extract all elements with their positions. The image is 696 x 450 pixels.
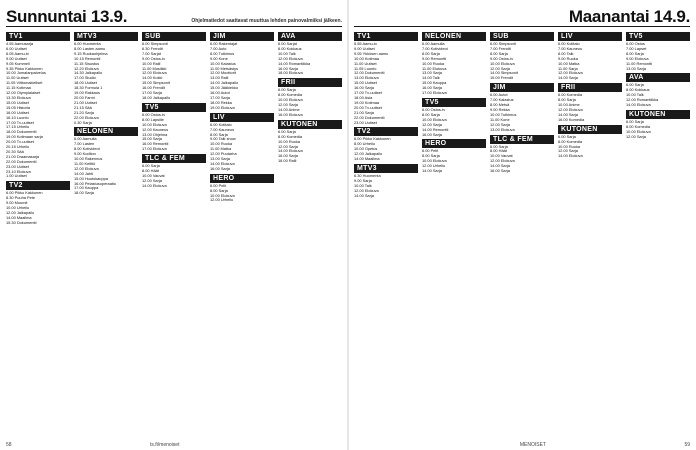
program-listing: 21.00 Sarja bbox=[354, 110, 374, 115]
program-listing: 13.00 Sarja bbox=[210, 157, 230, 162]
program-listing: 23.00 Uutiset bbox=[6, 164, 29, 169]
program-listing: 12.00 Dokumentti bbox=[354, 71, 385, 76]
program-listing: 10.00 Elokuva bbox=[278, 98, 303, 103]
program-listing: 6.30 Frendit bbox=[142, 46, 163, 51]
program-listing: 16.00 Pelastusoperaatio bbox=[74, 181, 116, 186]
program-listing: 17.00 Kauppa bbox=[74, 186, 99, 191]
program-listing: 10.00 Ruoka bbox=[210, 142, 233, 147]
program-listing: 11.00 Sarja bbox=[558, 66, 578, 71]
program-listing: 14.00 Elokuva bbox=[210, 161, 235, 166]
listing-column bbox=[626, 30, 690, 440]
program-listing: 14.00 Anime bbox=[278, 107, 300, 112]
program-listing: 11.00 Uutiset bbox=[6, 76, 29, 81]
program-listing: 8.00 Komedia bbox=[558, 139, 583, 144]
program-listing: 8.00 Lasten aamu bbox=[74, 46, 106, 51]
program-listing: 10.00 Elokuva bbox=[422, 117, 447, 122]
program-listing: 10.00 Vauvat bbox=[490, 154, 513, 159]
program-listing: 16.00 Sarja bbox=[210, 166, 230, 171]
program-listing: 16.00 Sarja bbox=[278, 66, 298, 71]
program-listing: 7.00 Sarjat bbox=[142, 51, 161, 56]
program-listing: 12.00 Urheilu bbox=[210, 198, 234, 203]
program-listing: 10.00 Elokuva bbox=[422, 159, 447, 164]
program-listing: 12.00 Sarja bbox=[422, 122, 442, 127]
program-listing: 20.30 Sää bbox=[6, 149, 24, 154]
program-listing: 16.00 Uutiset bbox=[6, 110, 29, 115]
program-listing: 14.00 Elokuva bbox=[278, 149, 303, 154]
program-listing: 7.00 Lapset bbox=[626, 46, 647, 51]
program-listing: 23.10 Elokuva bbox=[6, 169, 31, 174]
program-listing: 6.00 Simpsonit bbox=[490, 42, 516, 46]
program-listing: 20.15 Urheilu bbox=[6, 145, 30, 150]
program-listing: 11.15 Sisustus bbox=[74, 61, 100, 66]
program-listing: 10.00 Talk bbox=[278, 51, 296, 56]
program-listing: 8.00 Häät bbox=[142, 169, 159, 174]
right-page-footer: MENOISET bbox=[519, 442, 546, 448]
program-listing: 8.00 Tutkimus bbox=[210, 51, 235, 56]
program-listing: 16.00 Frendit bbox=[142, 86, 165, 91]
program-listing: 10.00 Urheilu bbox=[6, 206, 30, 211]
program-listing: 6.00 Simpsonit bbox=[142, 42, 168, 46]
program-listing: 6.00 Aamulla bbox=[422, 42, 445, 46]
program-listing: 9.00 Ruoka bbox=[558, 56, 578, 61]
channel-header: TV1 bbox=[6, 32, 70, 41]
channel-header: JIM bbox=[490, 83, 554, 92]
program-listing: 5.55 Aamu-tv bbox=[354, 42, 377, 46]
program-listing: 18.00 Asia bbox=[354, 95, 373, 100]
program-listing: 10.00 Opetus bbox=[354, 147, 378, 152]
program-listing: 12.00 Urheilu bbox=[422, 164, 446, 169]
program-listing: 8.00 Talk bbox=[558, 51, 574, 56]
channel-header: HERO bbox=[422, 139, 486, 148]
program-listing: 8.00 Sarja bbox=[422, 112, 440, 117]
channel-header: FRII bbox=[278, 78, 342, 87]
program-listing: 6.00 Ostos-tv bbox=[422, 107, 446, 112]
program-listing: 10.00 Matka bbox=[558, 61, 580, 66]
program-listing: 12.00 Sarja bbox=[558, 149, 578, 154]
listing-column bbox=[210, 30, 274, 440]
listing-column bbox=[558, 30, 622, 440]
program-listing: 17.15 Urheilu bbox=[6, 125, 30, 130]
program-listing: 12.00 Moottorit bbox=[210, 71, 236, 76]
channel-header: SUB bbox=[490, 32, 554, 41]
program-listing: 11.00 Keittiö bbox=[74, 161, 96, 166]
program-listing: 11.00 Elokuva bbox=[422, 66, 447, 71]
program-listing: 22.00 Dokumentti bbox=[354, 115, 385, 120]
program-listing: 16.00 Elokuva bbox=[278, 112, 303, 117]
program-listing: 7.00 Lasten bbox=[74, 142, 95, 147]
program-listing: 6.00 Kotitalo bbox=[558, 42, 580, 46]
program-listing: 16.00 Autot bbox=[210, 91, 230, 96]
left-page-subtitle: Ohjelmatiedot saattavat muuttua lehden painovalmiiksi jälkeen. bbox=[191, 18, 342, 24]
program-listing: 9.00 Talk show bbox=[210, 137, 236, 142]
program-listing: 19.00 Elokuva bbox=[210, 105, 235, 110]
program-listing: 11.15 Kotimaa bbox=[6, 86, 31, 91]
program-listing: 14.00 Elokuva bbox=[142, 183, 167, 188]
program-listing: 6.00 Pelit bbox=[422, 149, 439, 154]
program-listing: 6.00 Sarjat bbox=[278, 42, 297, 46]
channel-header: LIV bbox=[210, 113, 274, 122]
program-listing: 8.00 Komedia bbox=[626, 124, 651, 129]
program-listing: 9.00 Uutiset bbox=[354, 46, 375, 51]
program-listing: 8.00 Sarja bbox=[490, 51, 508, 56]
channel-header: MTV3 bbox=[354, 164, 418, 173]
program-listing: 11.00 Matka bbox=[210, 147, 232, 152]
program-listing: 12.00 Elokuva bbox=[278, 56, 303, 61]
program-listing: 6.00 Sarja bbox=[278, 129, 296, 134]
channel-header: NELONEN bbox=[74, 127, 138, 136]
program-listing: 12.00 Elokuva bbox=[74, 166, 99, 171]
program-listing: 14.00 Simpsonit bbox=[490, 71, 518, 76]
program-listing: 9.05 Ykkösen aamu bbox=[354, 51, 389, 56]
left-page-footer: ts.fi/menoiset bbox=[150, 442, 180, 448]
program-listing: 6.00 Ostos-tv bbox=[142, 112, 166, 117]
program-listing: 8.00 Kokkaus bbox=[626, 88, 650, 93]
program-listing: 11.00 Uutiset bbox=[354, 61, 377, 66]
program-listing: 11.05 Viittomakieliset bbox=[6, 81, 43, 86]
channel-header: KUTONEN bbox=[278, 120, 342, 129]
listing-column bbox=[142, 30, 206, 440]
program-listing: 18.00 Jalkapallo bbox=[142, 95, 171, 100]
program-listing: 12.00 Sarja bbox=[626, 134, 646, 139]
program-listing: 6.00 Ostos bbox=[626, 42, 645, 46]
program-listing: 12.00 Sarja bbox=[490, 66, 510, 71]
program-listing: 10.00 Ruoka bbox=[558, 144, 581, 149]
program-listing: 9.00 Muumit bbox=[6, 201, 28, 206]
program-listing: 6.00 Pikku Kakkonen bbox=[354, 137, 391, 142]
program-listing: 14.00 Romantiikka bbox=[278, 61, 311, 66]
program-listing: 8.00 Sarja bbox=[626, 51, 644, 56]
program-listing: 12.00 Sarja bbox=[142, 178, 162, 183]
program-listing: 22.00 Dokumentti bbox=[6, 159, 37, 164]
program-listing: 16.00 Sarja bbox=[490, 169, 510, 174]
program-listing: 12.00 Elokuva bbox=[558, 107, 583, 112]
program-listing: 9.00 Uutiset bbox=[6, 56, 27, 61]
program-listing: 10.00 Elokuva bbox=[626, 129, 651, 134]
right-page bbox=[348, 0, 696, 450]
program-listing: 12.00 Jalkapallo bbox=[354, 152, 383, 157]
channel-header: TV2 bbox=[354, 127, 418, 136]
program-listing: 20.00 Tv-uutiset bbox=[6, 140, 34, 145]
program-listing: 14.00 Elokuva bbox=[558, 154, 583, 159]
program-listing: 15.00 Frendit bbox=[490, 76, 513, 81]
program-listing: 6.00 Sarja bbox=[490, 144, 508, 149]
program-listing: 14.30 Jalkapallo bbox=[74, 71, 103, 76]
program-listing: 13.00 Ohjelma bbox=[142, 132, 168, 137]
program-listing: 10.00 Elokuva bbox=[490, 61, 515, 66]
listing-column bbox=[490, 30, 554, 440]
program-listing: 10.15 Remontti bbox=[74, 56, 101, 61]
program-listing: 21.15 Sää bbox=[74, 105, 92, 110]
program-listing: 15.00 Uutiset bbox=[354, 81, 377, 86]
channel-header: HERO bbox=[210, 174, 274, 183]
left-page-columns bbox=[6, 30, 342, 440]
program-listing: 18.00 Elokuva bbox=[278, 71, 303, 76]
program-listing: 16.00 Sarja bbox=[354, 86, 374, 91]
listing-column bbox=[6, 30, 70, 440]
program-listing: 10.00 Vauvat bbox=[142, 173, 165, 178]
channel-header: MTV3 bbox=[74, 32, 138, 41]
program-listing: 16.00 Sarja bbox=[278, 154, 298, 159]
program-listing: 12.00 Jalkapallo bbox=[6, 211, 35, 215]
left-page-title: Sunnuntai 13.9. bbox=[6, 7, 128, 26]
program-listing: 17.00 Sarja bbox=[142, 91, 162, 96]
program-listing: 11.00 Remontti bbox=[626, 61, 653, 66]
program-listing: 14.00 Sarja bbox=[558, 76, 578, 81]
program-listing: 10.00 Jumalanpalvelus bbox=[6, 71, 46, 76]
program-listing: 8.30 Puuha Pete bbox=[6, 196, 35, 201]
channel-header: KUTONEN bbox=[558, 125, 622, 134]
program-listing: 9.00 Kone bbox=[210, 56, 228, 61]
program-listing: 18.00 Ralli bbox=[278, 159, 297, 164]
program-listing: 13.00 Sarja bbox=[626, 66, 646, 71]
program-listing: 7.00 Kauneus bbox=[210, 127, 235, 132]
program-listing: 10.00 Anime bbox=[558, 103, 580, 108]
program-listing: 6.00 Sarja bbox=[142, 164, 160, 169]
program-listing: 13.00 Sarja bbox=[422, 71, 442, 76]
program-listing: 13.00 Elokuva bbox=[490, 127, 515, 132]
left-page-header bbox=[6, 4, 342, 27]
program-listing: 16.10 Luonto bbox=[6, 115, 29, 120]
program-listing: 6.00 Sarja bbox=[626, 119, 644, 124]
program-listing: 15.05 Historia bbox=[6, 105, 31, 110]
channel-header: TLC & FEM bbox=[142, 154, 206, 163]
program-listing: 9.00 Sarja bbox=[354, 178, 372, 183]
program-listing: 20.00 Tv-uutiset bbox=[354, 105, 382, 110]
program-listing: 19.00 Rakkaus bbox=[74, 91, 100, 96]
program-listing: 9.00 Ostos-tv bbox=[490, 56, 514, 61]
program-listing: 21.00 Uutiset bbox=[74, 100, 97, 105]
channel-header: TV5 bbox=[626, 32, 690, 41]
program-listing: 23.00 Uutiset bbox=[354, 120, 377, 125]
program-listing: 6.00 Pikku Kakkonen bbox=[6, 191, 43, 196]
listing-column bbox=[74, 30, 138, 440]
program-listing: 8.00 Kotivideot bbox=[74, 147, 100, 152]
program-listing: 14.00 Maailma bbox=[354, 157, 380, 162]
program-listing: 6.00 Pelit bbox=[210, 183, 227, 188]
program-listing: 12.00 Sarja bbox=[278, 144, 298, 149]
program-listing: 18.00 Uutiset bbox=[74, 81, 97, 86]
program-listing: 7.00 Kauneus bbox=[558, 46, 583, 51]
program-listing: 12.00 Olympialaiset bbox=[6, 91, 41, 96]
program-listing: 15.00 Jääkiekko bbox=[210, 86, 239, 91]
program-listing: 16.00 Remontti bbox=[142, 142, 169, 147]
program-listing: 14.00 Maailma bbox=[6, 215, 32, 220]
channel-header: AVA bbox=[626, 73, 690, 82]
program-listing: 12.00 Elokuva bbox=[558, 71, 583, 76]
program-listing: 20.00 Farmi bbox=[74, 95, 95, 100]
program-listing: 15.30 Dokumentti bbox=[6, 220, 37, 225]
program-listing: 14.00 Elokuva bbox=[626, 103, 651, 108]
program-listing: 9.00 Koditon bbox=[74, 152, 96, 157]
program-listing: 10.00 Rakennus bbox=[74, 157, 103, 162]
program-listing: 9.00 Ostos-tv bbox=[142, 56, 166, 61]
program-listing: 21.00 Draamasarja bbox=[6, 154, 40, 159]
program-listing: 7.00 Auto bbox=[210, 46, 227, 51]
program-listing: 17.00 Tv-uutiset bbox=[354, 91, 382, 96]
program-listing: 8.00 Sarja bbox=[210, 132, 228, 137]
program-listing: 15.00 Huutokauppa bbox=[74, 176, 108, 181]
program-listing: 7.00 Kotivideot bbox=[422, 46, 448, 51]
program-listing: 14.00 Sarja bbox=[558, 112, 578, 117]
program-listing: 7.00 Kalastus bbox=[490, 98, 514, 103]
channel-header: TV2 bbox=[6, 181, 70, 190]
program-listing: 9.35 Pikku Kakkonen bbox=[6, 66, 43, 71]
right-page-title: Maanantai 14.9. bbox=[568, 7, 690, 26]
program-listing: 9.00 Elokuva bbox=[626, 56, 649, 61]
program-listing: 17.00 Tv-uutiset bbox=[6, 120, 34, 125]
channel-header: JIM bbox=[210, 32, 274, 41]
program-listing: 10.00 Ruoka bbox=[278, 139, 301, 144]
program-listing: 12.00 Kauneus bbox=[142, 127, 169, 132]
channel-header: TV5 bbox=[142, 103, 206, 112]
program-listing: 8.00 Sarja bbox=[210, 188, 228, 193]
program-listing: 6.00 Komedia bbox=[558, 93, 583, 98]
program-listing: 15.00 Kauppa bbox=[422, 81, 447, 86]
program-listing: 8.00 Sarja bbox=[422, 51, 440, 56]
program-listing: 17.00 Elokuva bbox=[142, 147, 167, 152]
channel-header: AVA bbox=[278, 32, 342, 41]
program-listing: 6.05 Aamu-tv bbox=[6, 51, 29, 56]
program-listing: 13.30 Elokuva bbox=[6, 95, 31, 100]
program-listing: 19.00 Kotimaan sarja bbox=[6, 135, 43, 140]
program-listing: 0.30 Sarja bbox=[74, 120, 92, 125]
program-listing: 6.00 Rakentajat bbox=[210, 42, 238, 46]
program-listing: 6.00 Huomenta bbox=[74, 42, 101, 46]
program-listing: 15.00 Uutiset bbox=[6, 100, 29, 105]
program-listing: 8.00 Sarja bbox=[422, 154, 440, 159]
program-listing: 13.00 Ralli bbox=[210, 76, 229, 81]
program-listing: 16.00 Sarja bbox=[422, 132, 442, 137]
listing-column bbox=[422, 30, 486, 440]
program-listing: 8.00 Urheilu bbox=[354, 142, 375, 147]
program-listing: 8.00 Komedia bbox=[278, 134, 303, 139]
program-listing: 6.00 Kotitalo bbox=[210, 122, 232, 127]
listing-column bbox=[278, 30, 342, 440]
program-listing: 16.00 Sarja bbox=[422, 86, 442, 91]
program-listing: 8.00 Sarja bbox=[558, 98, 576, 103]
channel-header: FRII bbox=[558, 83, 622, 92]
program-listing: 8.00 Kokkaus bbox=[278, 46, 302, 51]
program-listing: 12.00 Romantiikka bbox=[626, 98, 659, 103]
program-listing: 8.00 Komedia bbox=[278, 93, 303, 98]
program-listing: 10.00 Tutkimus bbox=[490, 112, 517, 117]
program-listing: 14.00 Kokki bbox=[142, 76, 163, 81]
program-listing: 14.00 Jalkapallo bbox=[210, 81, 239, 86]
program-listing: 10.00 Elokuva bbox=[142, 122, 167, 127]
program-listing: 11.00 Musiikki bbox=[142, 66, 167, 71]
program-listing: 17.00 Studio bbox=[74, 76, 96, 81]
channel-header: TV1 bbox=[354, 32, 418, 41]
program-listing: 10.00 Ruoka bbox=[422, 61, 445, 66]
program-listing: 6.00 Aamulla bbox=[74, 137, 97, 142]
program-listing: 18.00 Rekka bbox=[210, 100, 232, 105]
program-listing: 11.00 Kone bbox=[490, 117, 510, 122]
program-listing: 15.00 Simpsonit bbox=[142, 81, 170, 86]
program-listing: 16.00 Komedia bbox=[558, 117, 585, 122]
channel-header: LIV bbox=[558, 32, 622, 41]
program-listing: 19.00 Kotimaa bbox=[354, 100, 380, 105]
program-listing: 7.00 Frendit bbox=[490, 46, 511, 51]
program-listing: 14.00 Sarja bbox=[422, 169, 442, 174]
listing-column bbox=[354, 30, 418, 440]
program-listing: 21.20 Sarja bbox=[74, 110, 94, 115]
program-listing: 15.00 Sarja bbox=[142, 137, 162, 142]
program-listing: 10.00 Elokuva bbox=[210, 193, 235, 198]
program-listing: 6.00 Uutiset bbox=[6, 46, 27, 51]
program-listing: 9.15 Ruokaohjelma bbox=[74, 51, 108, 56]
channel-header: KUTONEN bbox=[626, 110, 690, 119]
channel-header: TV5 bbox=[422, 98, 486, 107]
program-listing: 8.00 Häät bbox=[490, 149, 507, 154]
program-listing: 10.00 Kalastus bbox=[210, 61, 236, 66]
program-listing: 10.00 Talk bbox=[354, 183, 372, 188]
program-listing: 12.00 Elokuva bbox=[354, 188, 379, 193]
program-listing: 11.00 Metsästys bbox=[210, 66, 239, 71]
program-listing: 9.00 Rekka bbox=[490, 107, 510, 112]
program-listing: 9.00 Remontti bbox=[422, 56, 447, 61]
program-listing: 9.05 Kummeli bbox=[6, 61, 30, 66]
program-listing: 6.00 Sarja bbox=[626, 83, 644, 88]
program-listing: 6.30 Huomenta bbox=[354, 173, 381, 178]
program-listing: 14.00 Talk bbox=[422, 76, 440, 81]
program-listing: 8.00 Metsä bbox=[490, 103, 510, 108]
program-listing: 18.30 Formula 1 bbox=[74, 86, 103, 91]
program-listing: 10.00 Kotimaa bbox=[354, 56, 380, 61]
program-listing: 12.00 Elokuva bbox=[142, 71, 167, 76]
channel-header: SUB bbox=[142, 32, 206, 41]
program-listing: 18.00 Sarja bbox=[74, 191, 94, 196]
program-listing: 12.20 Elokuva bbox=[74, 66, 99, 71]
program-listing: 22.00 Elokuva bbox=[74, 115, 99, 120]
program-listing: 12.00 Sarja bbox=[278, 103, 298, 108]
program-listing: 12.00 Puutarha bbox=[210, 152, 237, 157]
program-listing: 11.05 Luonto bbox=[354, 66, 377, 71]
program-listing: 6.00 Sarja bbox=[558, 134, 576, 139]
program-listing: 10.00 Ralli bbox=[142, 61, 161, 66]
program-listing: 14.00 Jahti bbox=[74, 171, 94, 176]
right-page-header bbox=[354, 4, 690, 27]
channel-header: NELONEN bbox=[422, 32, 486, 41]
program-listing: 12.00 Sarja bbox=[490, 122, 510, 127]
right-page-columns bbox=[354, 30, 690, 440]
program-listing: 10.00 Talk bbox=[626, 93, 644, 98]
program-listing: 6.00 Autot bbox=[490, 93, 508, 98]
program-listing: 18.00 Dokumentti bbox=[6, 130, 37, 135]
program-listing: 4.55 Aamusarja bbox=[6, 42, 34, 46]
program-listing: 6.00 Sarja bbox=[278, 88, 296, 93]
left-page-number: 58 bbox=[6, 442, 12, 448]
program-listing: 17.00 Sarja bbox=[210, 95, 230, 100]
program-listing: 13.00 Elokuva bbox=[354, 76, 379, 81]
program-listing: 14.00 Remontti bbox=[422, 127, 449, 132]
program-listing: 17.00 Elokuva bbox=[422, 91, 447, 96]
program-listing: 1.00 Uutiset bbox=[6, 174, 27, 179]
right-page-number: 59 bbox=[684, 442, 690, 448]
program-listing: 8.00 Lapsille bbox=[142, 117, 164, 122]
program-listing: 14.00 Sarja bbox=[354, 193, 374, 198]
channel-header: TLC & FEM bbox=[490, 135, 554, 144]
program-listing: 12.00 Elokuva bbox=[490, 159, 515, 164]
program-listing: 14.00 Sarja bbox=[490, 164, 510, 169]
